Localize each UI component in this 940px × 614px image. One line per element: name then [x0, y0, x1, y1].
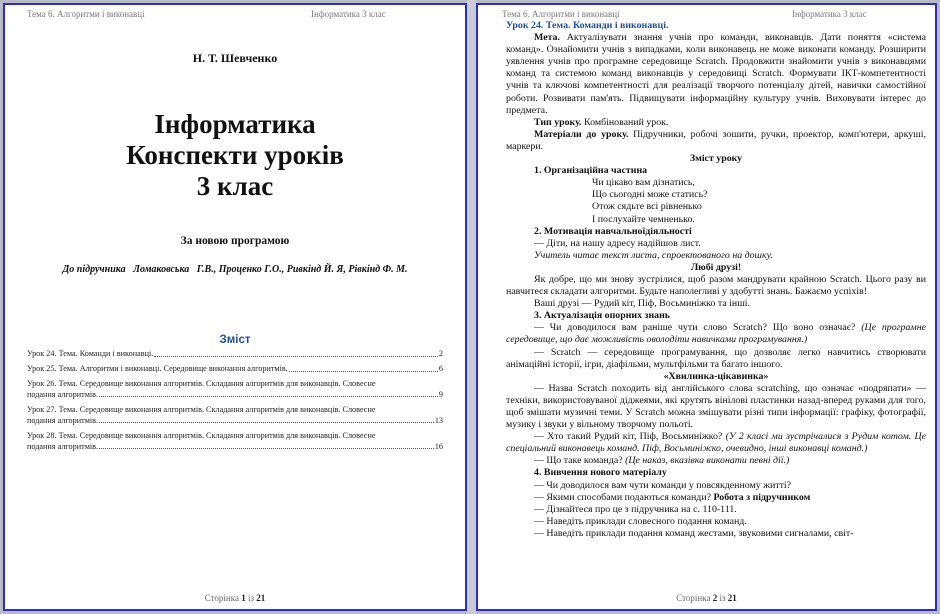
- materials-paragraph: Матеріали до уроку. Підручники, робочі зошити, ручки, проектор, комп'ютери, аркуші, маркери.: [506, 128, 926, 152]
- fun-fact-title: «Хвилинка-цікавинка»: [663, 370, 769, 382]
- letter-greeting: Любі друзі!: [690, 261, 742, 273]
- toc-page-number: 16: [434, 441, 443, 451]
- toc-entry-text: Урок 25. Тема. Алгоритми і виконавці. Середовище виконання алгоритмів.: [27, 364, 288, 373]
- page-footer: Сторінка 1 із 21: [204, 593, 266, 603]
- toc-entry[interactable]: [27, 349, 443, 360]
- page-header-right: Інформатика 3 клас: [311, 9, 386, 19]
- letter-signature: Ваші друзі — Рудий кіт, Піф, Восьминіжко та інші.: [534, 298, 751, 310]
- poem-line: Чи цікаво вам дізнатись,: [592, 177, 695, 189]
- section-heading: 1. Організаційна частина: [534, 165, 648, 177]
- toc-entry-text-cont: подання алгоритмів.: [27, 441, 99, 451]
- toc-page-number: 9: [438, 389, 443, 399]
- type-paragraph: Тип уроку. Комбінований урок.: [534, 116, 669, 128]
- question-paragraph: — Що таке команда? (Це наказ, вказівка виконати певні дії.): [534, 455, 790, 467]
- toc-page-number: 13: [434, 415, 443, 425]
- body-paragraph: — Scratch — середовище програмування, що дозволяє легко навчитись створювати анімаційні історії, ігри, діафільми, мультфільми та багато іншого.: [506, 346, 926, 370]
- title-line: Конспекти уроків: [126, 140, 344, 170]
- subtitle: За новою програмою: [180, 235, 290, 247]
- toc-page-number: 2: [438, 349, 443, 358]
- textbook-authors: До підручника Ломаковська Г.В., Проценко Г.О., Ривкінд Й. Я, Рівкінд Ф. М.: [62, 264, 408, 275]
- goal-paragraph: Мета. Актуалізувати знання учнів про команди, виконавців. Дати поняття «система команд». Ознайомити учнів з випадками, коли виконавець не може виконати команду. Розширити уявлення учнів про програмне середовище Scratch. Продовжити знайомити учнів з виконавцями команд та системою команд виконавців у середовищі Scratch. Формувати ІКТ-компетентності учнів та ключові компетентності для реалізації творчого потенціалу дітей, навички самостійної роботи. Розвивати пам'ять. Підвищувати інформаційну культуру учнів. Виховувати інтерес до предмета.: [506, 32, 926, 116]
- book-title: [5, 109, 465, 202]
- lesson-title: Урок 24. Тема. Команди і виконавці.: [506, 20, 669, 31]
- section-heading: 3. Актуалізація опорних знань: [534, 310, 671, 322]
- toc-entry[interactable]: [27, 431, 443, 452]
- toc-entry-text: Урок 26. Тема. Середовище виконання алгоритмів. Складання алгоритмів для виконавців. Словесне: [27, 379, 376, 388]
- toc-entry-text: Урок 24. Тема. Команди і виконавці.: [27, 349, 154, 358]
- poem-line: Що сьогодні може статись?: [592, 189, 708, 201]
- page-footer: Сторінка 2 із 21: [676, 593, 737, 603]
- document-page-1: [3, 3, 467, 611]
- lesson-body: [506, 20, 926, 540]
- body-line: — Дізнайтеся про це з підручника на с. 110-111.: [534, 503, 737, 515]
- toc-entry-text: Урок 28. Тема. Середовище виконання алгоритмів. Складання алгоритмів для виконавців. Словесне: [27, 431, 376, 440]
- page-header-right: Інформатика 3 клас: [792, 9, 867, 19]
- title-line: Інформатика: [154, 109, 316, 139]
- toc-entry[interactable]: [27, 405, 443, 426]
- page-gutter: [467, 0, 476, 614]
- section-heading: 2. Мотивація навчальноїдіяльності: [534, 225, 692, 237]
- body-line: — Діти, на нашу адресу надійшов лист.: [534, 237, 701, 249]
- toc-title: Зміст: [219, 334, 251, 346]
- letter-text: Як добре, що ми знову зустрілися, щоб разом мандрувати крайною Scratch. Цього разу ви навчитеся складати алгоритми. Будьте наполегливі у здобутті знань. Бажаємо успіхів!: [506, 273, 926, 298]
- teacher-note: Учитель читає текст листа, спроектованого на дошку.: [534, 249, 773, 261]
- title-line: 3 клас: [196, 171, 274, 201]
- content-title: Зміст уроку: [689, 153, 743, 165]
- fun-fact-text: — Назва Scratch походить від англійського слова scratching, що означає «подряпати» — техніки, використовуваної діджеями, які крутять вінілові пластинки назад-вперед руками для того, щоб змішати музичні теми. У Scratch можна змішувати різні типи інформації: графіку, фотографії, музику і звуки у вільному творчому польоті.: [506, 382, 926, 431]
- author-name: Н. Т. Шевченко: [192, 51, 278, 65]
- body-line: — Чи доводилося вам чути команди у повсякденному житті?: [534, 479, 792, 491]
- page-header-left: Тема 6. Алгоритми і виконавці: [27, 9, 145, 19]
- page-header-left: Тема 6. Алгоритми і виконавці: [502, 9, 620, 19]
- question-paragraph: — Хто такий Рудий кіт, Піф, Восьминіжко? (У 2 класі ми зустрічалися з Рудим котом. Це спеціальний виконавець команд. Піф, Восьминіжко, очевидно, інші виконавці команд.): [506, 431, 926, 455]
- section-heading: 4. Вивчення нового матеріалу: [534, 467, 667, 479]
- body-line: — Наведіть приклади подання команд жестами, звуковими сигналами, світ-: [534, 527, 854, 539]
- document-page-2: [476, 3, 937, 611]
- toc-entry[interactable]: [27, 379, 443, 400]
- poem-line: Отож сядьте всі рівненько: [592, 201, 702, 213]
- toc-entry[interactable]: [27, 364, 443, 375]
- poem-line: І послухайте чемненько.: [592, 213, 695, 225]
- body-line: — Наведіть приклади словесного подання команд.: [534, 515, 747, 527]
- toc-entry-text-cont: подання алгоритмів.: [27, 415, 99, 425]
- question-paragraph: — Чи доводилося вам раніше чути слово Scratch? Що воно означає? (Це програмне середовище, що дає можливість оволодіти навичками програмування.): [506, 322, 926, 346]
- toc-page-number: 6: [438, 364, 443, 373]
- toc-entry-text: Урок 27. Тема. Середовище виконання алгоритмів. Складання алгоритмів для виконавців. Словесне: [27, 405, 376, 414]
- body-line: — Якими способами подаються команди? Робота з підручником: [534, 491, 811, 503]
- toc-entry-text-cont: подання алгоритмів.: [27, 389, 99, 399]
